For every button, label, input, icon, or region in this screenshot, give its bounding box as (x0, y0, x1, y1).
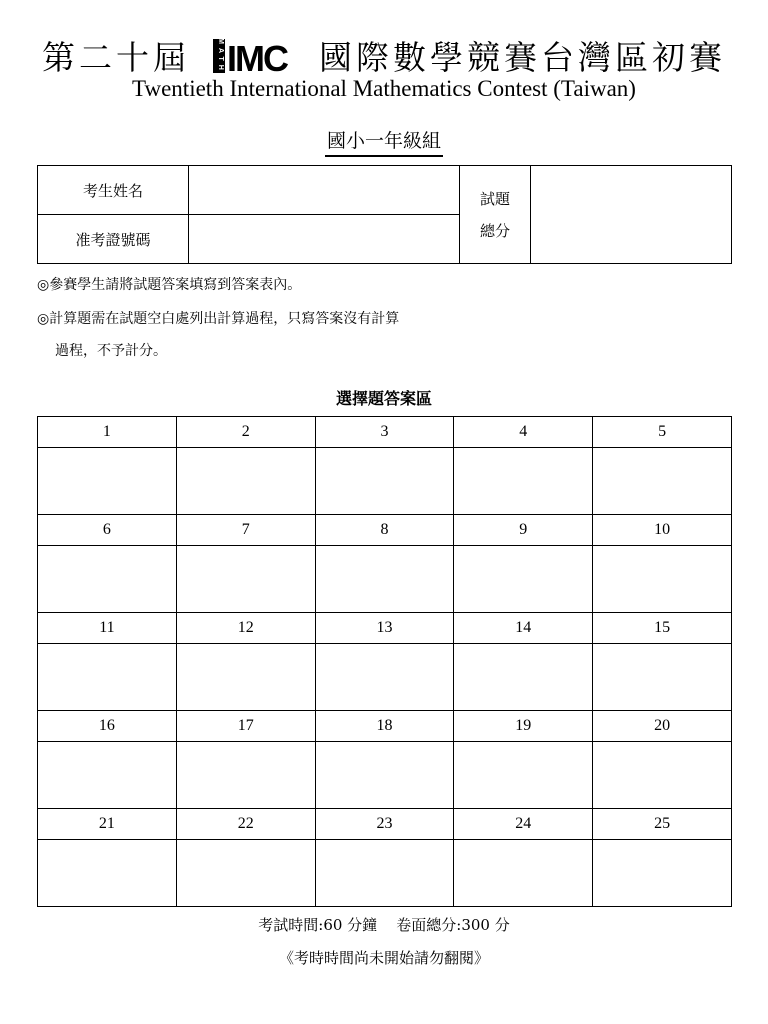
answer-box-row (38, 840, 732, 907)
candidate-info-table (37, 165, 732, 264)
contest-title (0, 32, 768, 79)
exam-info-footer (0, 914, 768, 935)
division-label: 國小一年級組 (325, 126, 443, 157)
score-label-line1: 試題 (479, 189, 510, 208)
question-number: 23 (315, 809, 454, 840)
answer-box[interactable] (454, 840, 593, 907)
question-number: 1 (38, 417, 177, 448)
question-number: 18 (315, 711, 454, 742)
answer-number-row (38, 613, 732, 644)
division-heading (0, 126, 768, 157)
question-number: 19 (454, 711, 593, 742)
title-left: 第二十屆 (42, 38, 190, 77)
answer-box[interactable] (454, 742, 593, 809)
logo-side-text: MATH (216, 37, 224, 74)
question-number: 9 (454, 515, 593, 546)
answer-box[interactable] (315, 644, 454, 711)
answer-box[interactable] (315, 840, 454, 907)
answer-box-row (38, 448, 732, 515)
question-number: 20 (593, 711, 732, 742)
score-label: 卷面總分 (396, 916, 457, 934)
question-number: 17 (176, 711, 315, 742)
question-number: 8 (315, 515, 454, 546)
question-number: 3 (315, 417, 454, 448)
question-number: 21 (38, 809, 177, 840)
answer-box[interactable] (38, 742, 177, 809)
name-label: 考生姓名 (38, 166, 189, 215)
note-line-2: ◎計算題需在試題空白處列出計算過程，只寫答案沒有計算 (37, 311, 400, 327)
time-value: :60 分鐘 (318, 916, 378, 934)
answer-box[interactable] (176, 840, 315, 907)
question-number: 16 (38, 711, 177, 742)
answer-box-row (38, 742, 732, 809)
logo-text: IMC (226, 37, 287, 75)
answer-box[interactable] (176, 546, 315, 613)
answer-box[interactable] (593, 840, 732, 907)
answer-grid (37, 416, 732, 907)
answer-section-title: 選擇題答案區 (335, 389, 432, 408)
answer-box[interactable] (176, 448, 315, 515)
score-value: :300 分 (456, 916, 510, 934)
question-number: 4 (454, 417, 593, 448)
question-number: 5 (593, 417, 732, 448)
question-number: 7 (176, 515, 315, 546)
name-field[interactable] (189, 166, 460, 215)
answer-box-row (38, 644, 732, 711)
answer-box[interactable] (38, 448, 177, 515)
answer-box-row (38, 546, 732, 613)
english-subtitle: Twentieth International Mathematics Contest (Taiwan) (132, 76, 636, 101)
answer-box[interactable] (38, 546, 177, 613)
answer-box[interactable] (454, 546, 593, 613)
do-not-open-warning: 《考時時間尚未開始請勿翻閱》 (278, 949, 489, 967)
answer-box[interactable] (593, 546, 732, 613)
question-number: 22 (176, 809, 315, 840)
imc-logo (213, 37, 297, 75)
question-number: 12 (176, 613, 315, 644)
question-number: 11 (38, 613, 177, 644)
answer-box[interactable] (593, 448, 732, 515)
answer-number-row (38, 809, 732, 840)
answer-box[interactable] (38, 644, 177, 711)
answer-box[interactable] (315, 448, 454, 515)
answer-box[interactable] (454, 448, 593, 515)
question-number: 25 (593, 809, 732, 840)
title-right: 國際數學競賽台灣區初賽 (319, 38, 726, 77)
answer-box[interactable] (454, 644, 593, 711)
answer-number-row (38, 417, 732, 448)
answer-box[interactable] (315, 742, 454, 809)
question-number: 6 (38, 515, 177, 546)
time-label: 考試時間 (258, 916, 319, 934)
question-number: 2 (176, 417, 315, 448)
note-line-1: ◎參賽學生請將試題答案填寫到答案表內。 (37, 277, 302, 293)
score-label-line2: 總分 (479, 221, 510, 240)
question-number: 24 (454, 809, 593, 840)
question-number: 13 (315, 613, 454, 644)
total-score-field[interactable] (531, 166, 732, 264)
question-number: 10 (593, 515, 732, 546)
answer-box[interactable] (593, 742, 732, 809)
question-number: 14 (454, 613, 593, 644)
answer-box[interactable] (315, 546, 454, 613)
answer-box[interactable] (38, 840, 177, 907)
answer-box[interactable] (176, 644, 315, 711)
question-number: 15 (593, 613, 732, 644)
answer-number-row (38, 711, 732, 742)
note-line-3: 過程，不予計分。 (55, 343, 167, 359)
answer-number-row (38, 515, 732, 546)
total-score-label (460, 166, 531, 264)
id-label: 准考證號碼 (38, 215, 189, 264)
answer-box[interactable] (176, 742, 315, 809)
answer-box[interactable] (593, 644, 732, 711)
id-field[interactable] (189, 215, 460, 264)
